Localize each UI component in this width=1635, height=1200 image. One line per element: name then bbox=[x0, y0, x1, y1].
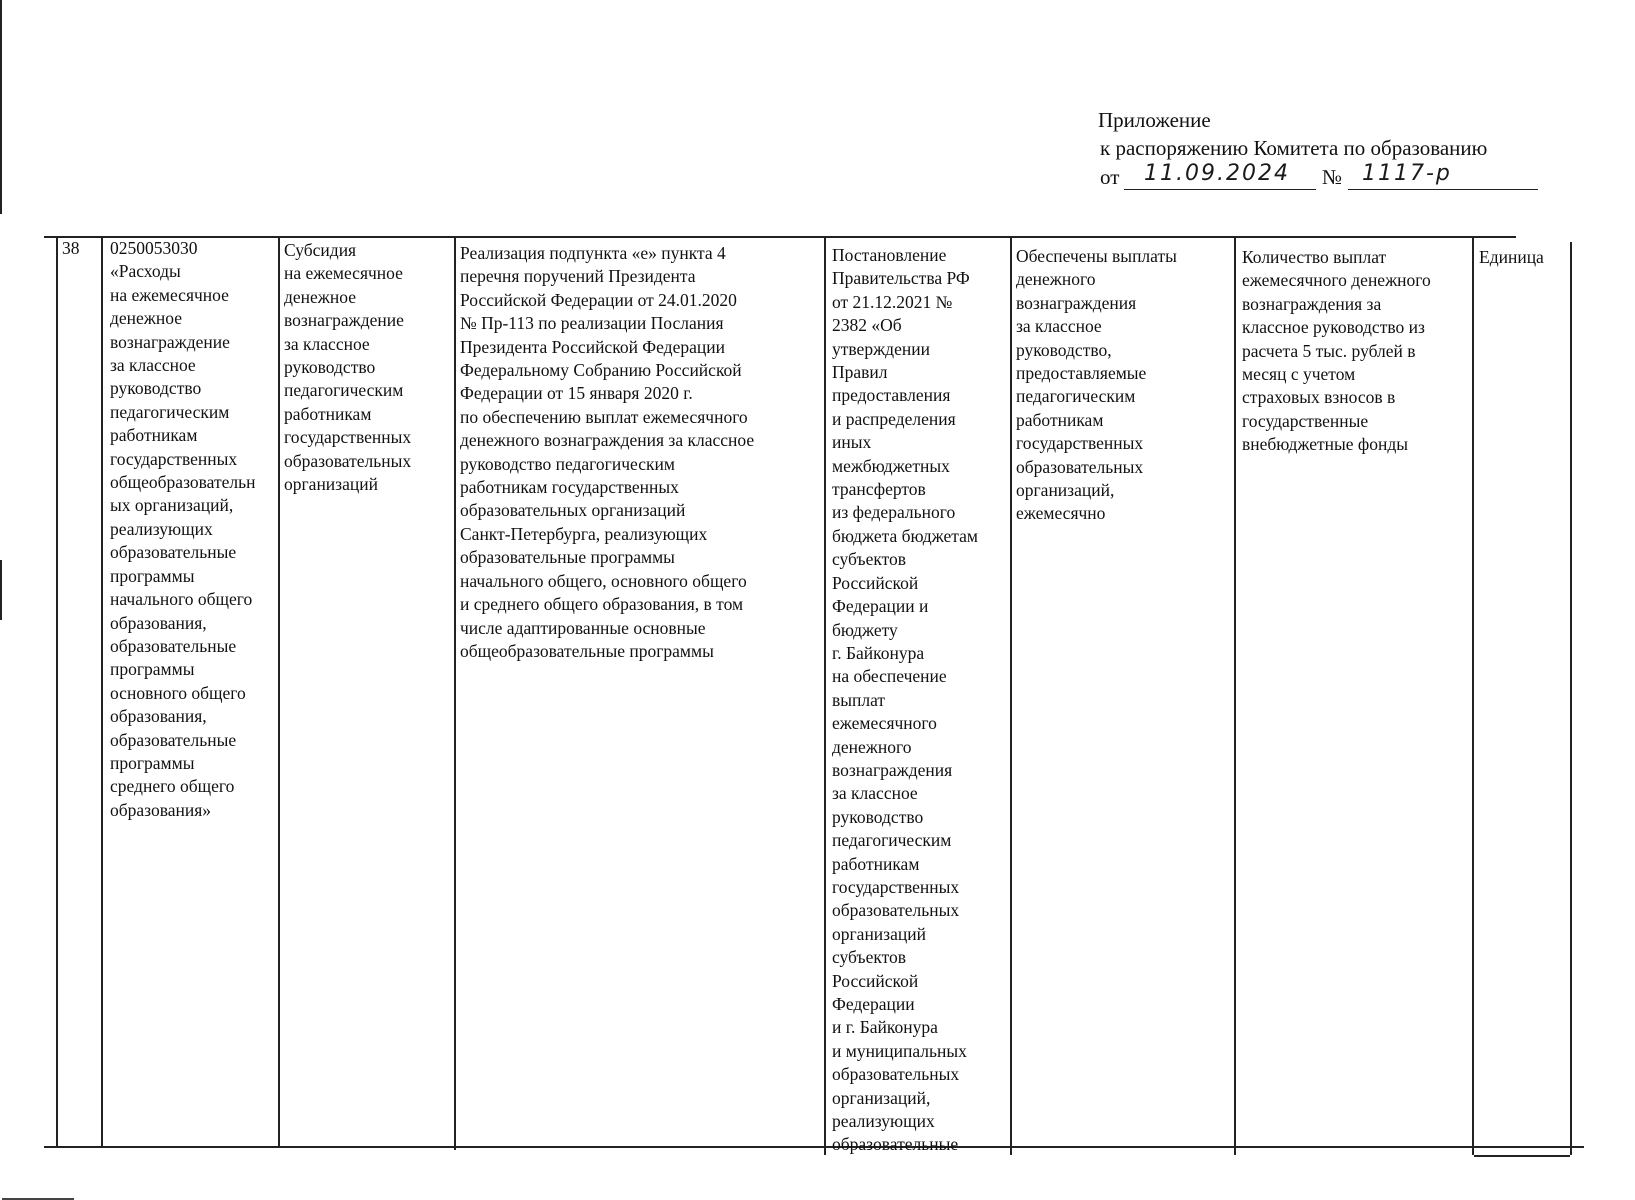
number-prefix: № bbox=[1322, 165, 1343, 189]
appendix-header bbox=[1098, 106, 1487, 162]
table-bottom-border bbox=[44, 1146, 1584, 1148]
column-border bbox=[1010, 236, 1012, 1155]
indicator-cell: Количество выплат ежемесячного денежного вознаграждения за классное руководство из расчета 5 тыс. рублей в месяц с учетом страховых взносов в государственные внебюджетные фонды bbox=[1242, 247, 1431, 455]
order-number: 1117-р bbox=[1362, 161, 1452, 186]
date-prefix: от bbox=[1100, 165, 1120, 189]
column-border bbox=[278, 236, 280, 1146]
column-border bbox=[56, 236, 58, 1146]
scan-edge-mark bbox=[0, 560, 2, 620]
purpose-cell: Реализация подпункта «е» пункта 4 перечня поручений Президента Российской Федерации от 24.01.2020 № Пр-113 по реализации Послания Президента Российской Федерации Федеральному Собранию Российской Федерации от 15 января 2020 г. по обеспечению выплат ежемесячного денежного вознаграждения за классное руководство педагогическим работникам государственных образовательных организаций Санкт-Петербурга, реализующих образовательные программы начального общего, основного общего и среднего общего образования, в том числе адаптированные основные общеобразовательные программы bbox=[460, 243, 755, 661]
appendix-title: Приложение bbox=[1098, 108, 1211, 132]
result-cell: Обеспечены выплаты денежного вознаграждения за классное руководство, предоставляемые педагогическим работникам государственных образовательных организаций, ежемесячно bbox=[1016, 246, 1177, 524]
table-bottom-border-segment bbox=[1474, 1155, 1570, 1157]
legal-basis-cell: Постановление Правительства РФ от 21.12.2021 № 2382 «Об утверждении Правил предоставления и распределения иных межбюджетных трансфертов из федерального бюджета бюджетам субъектов Российской Федерации и бюджету г. Байконура на обеспечение выплат ежемесячного денежного вознаграждения за классное руководство педагогическим работникам государственных образовательных организаций субъектов Российской Федерации и г. Байконура и муниципальных образовательных организаций, реализующих образовательные bbox=[832, 245, 978, 1155]
column-border bbox=[1570, 242, 1572, 1155]
column-border bbox=[1234, 236, 1236, 1155]
column-border bbox=[1472, 236, 1474, 1155]
column-border bbox=[824, 236, 826, 1155]
expense-code-name-cell: 0250053030 «Расходы на ежемесячное денежное вознаграждение за классное руководство педагогическим работникам государственных общеобразовательн ых организаций, реализующих образовательные программы начального общего образования, образовательные программы основного общего образования, образовательные программы среднего общего образования» bbox=[110, 238, 256, 820]
column-border bbox=[101, 236, 103, 1146]
funding-table bbox=[44, 236, 1584, 1156]
unit-cell: Единица bbox=[1479, 247, 1544, 267]
subsidy-name-cell: Субсидия на ежемесячное денежное вознаграждение за классное руководство педагогическим работникам государственных образовательных организаций bbox=[284, 240, 412, 495]
order-reference bbox=[1100, 160, 1540, 194]
row-number-cell: 38 bbox=[62, 238, 80, 258]
scan-edge-mark bbox=[0, 0, 2, 214]
appendix-subtitle: к распоряжению Комитета по образованию bbox=[1100, 136, 1488, 160]
column-border bbox=[454, 236, 456, 1150]
order-date: 11.09.2024 bbox=[1144, 161, 1290, 186]
